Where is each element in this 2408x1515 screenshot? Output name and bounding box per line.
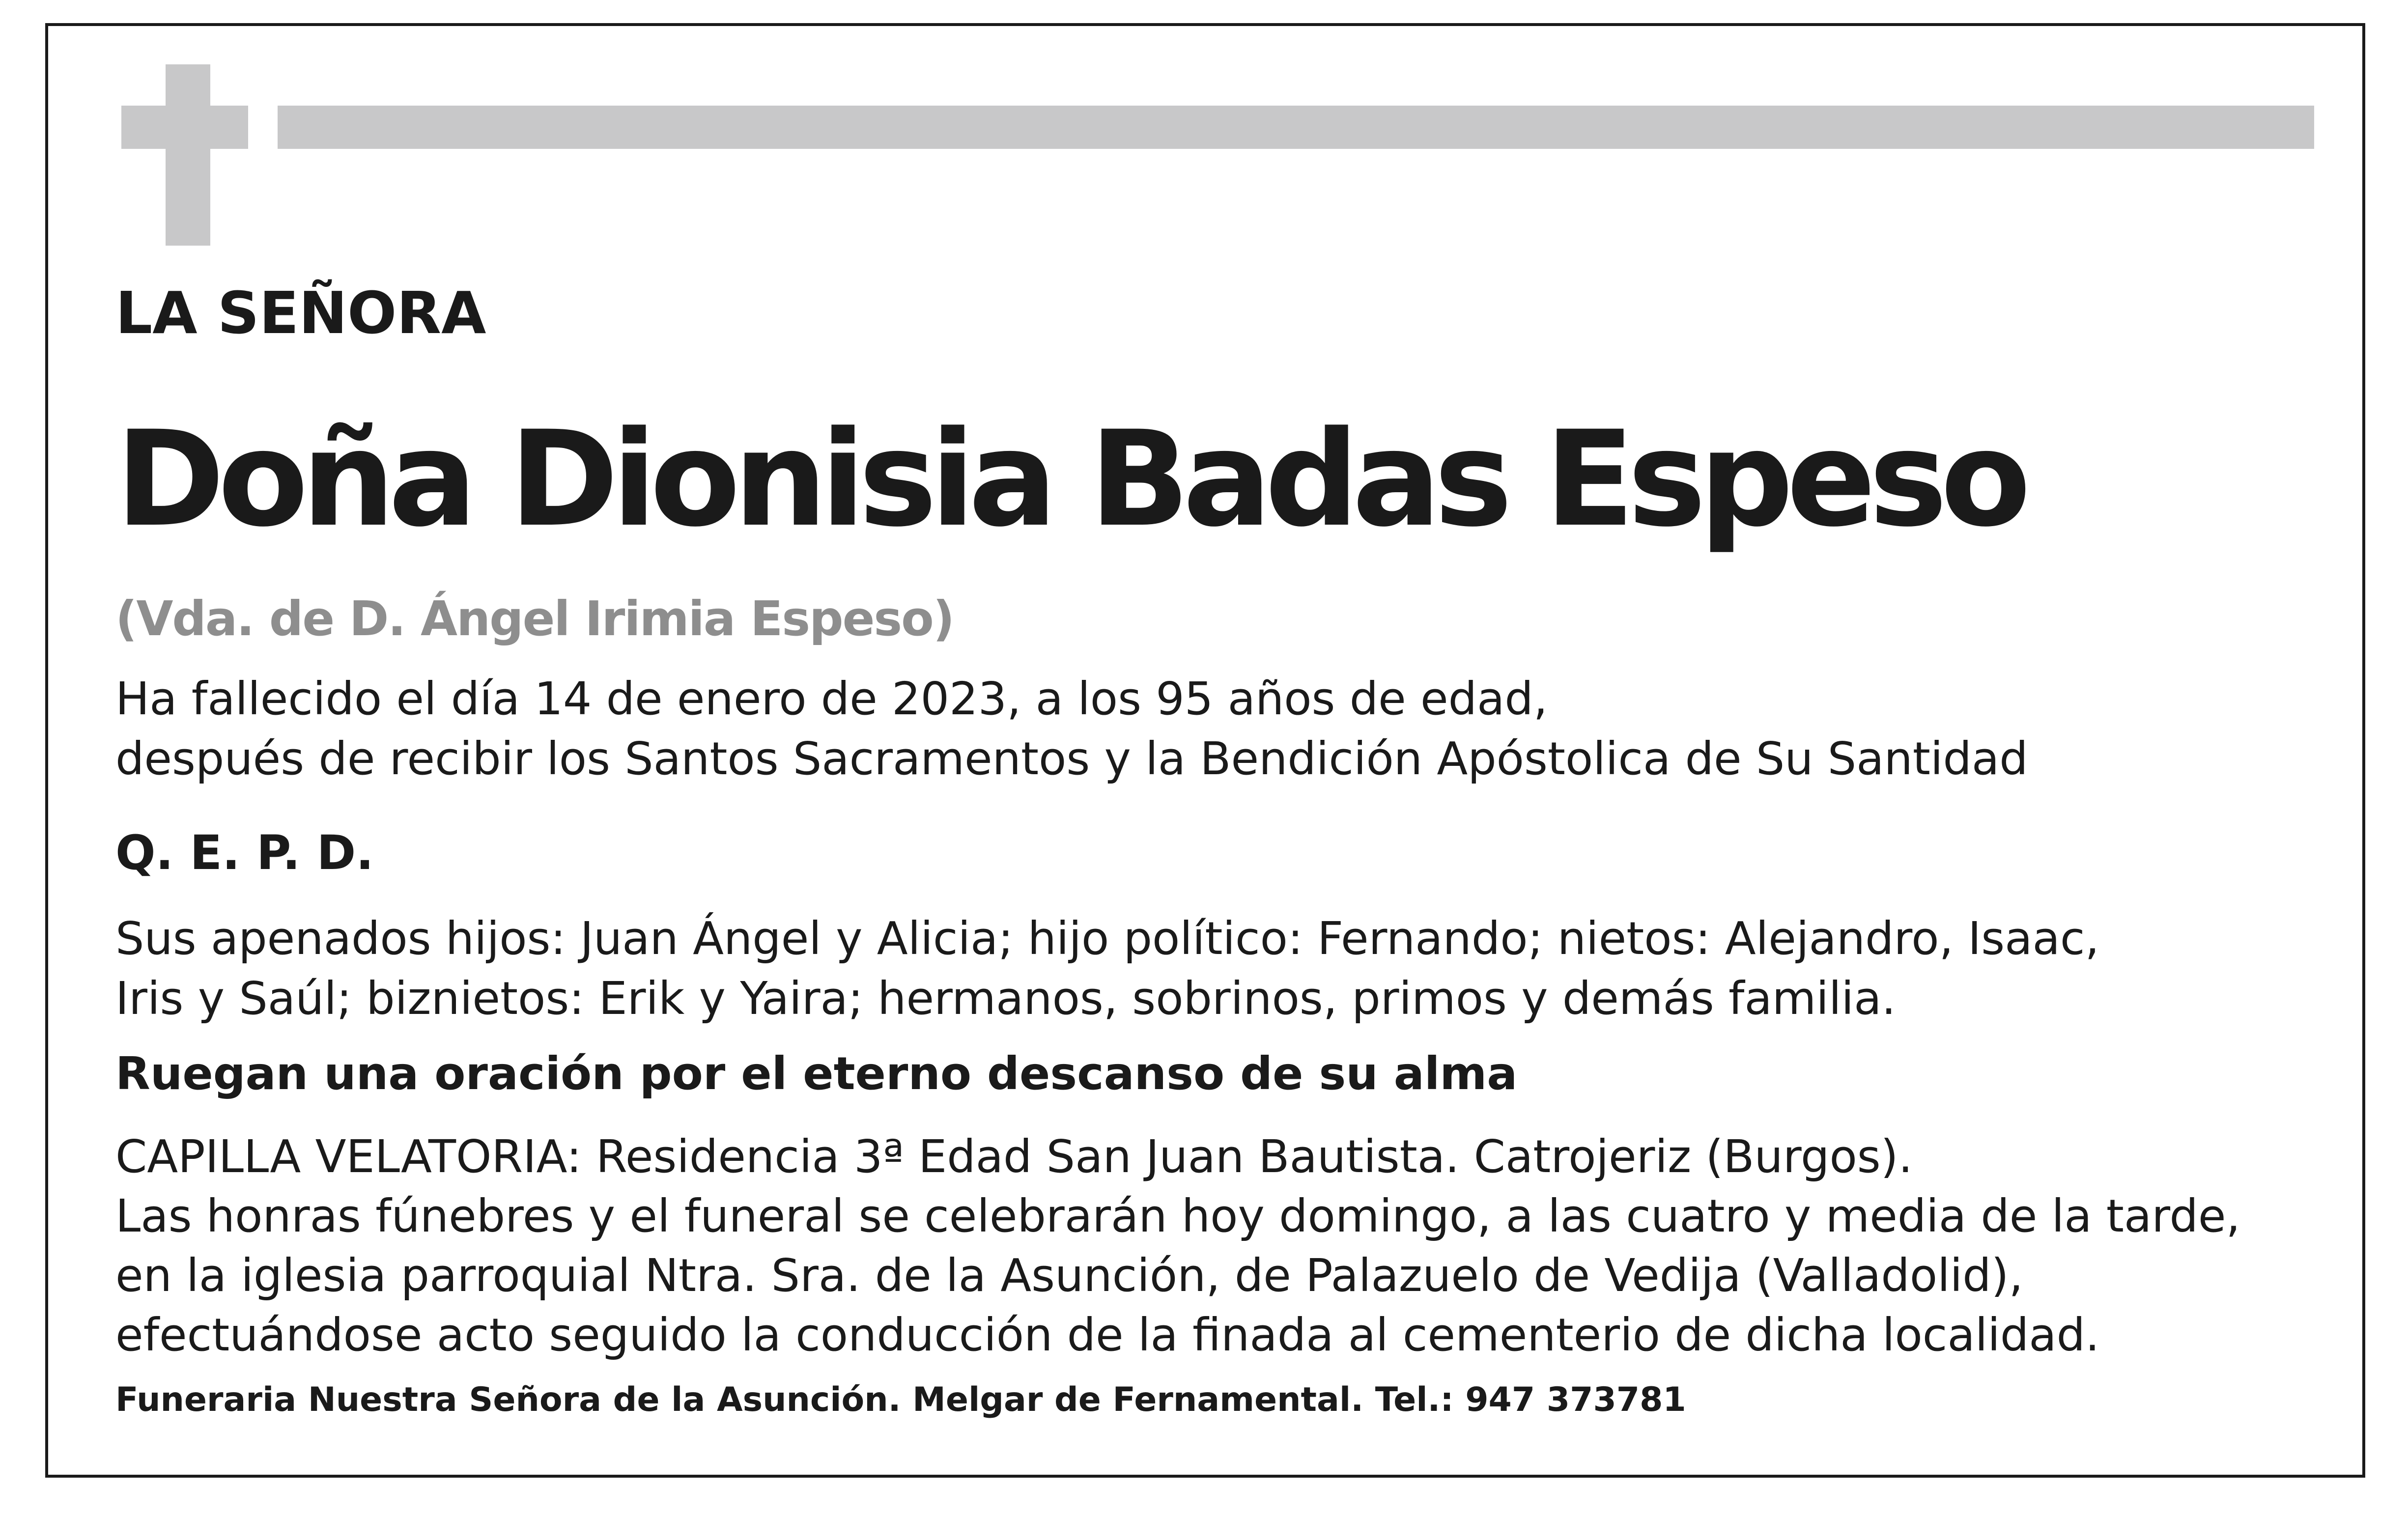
widow-of: (Vda. de D. Ángel Irimia Espeso) (115, 591, 954, 646)
service-line: en la iglesia parroquial Ntra. Sra. de la Asunción, de Palazuelo de Vedija (Valladolid), (115, 1249, 2023, 1302)
death-paragraph (115, 669, 2028, 789)
qepd: Q. E. P. D. (115, 825, 374, 880)
family-paragraph (115, 909, 2099, 1029)
cross-icon-vertical (166, 64, 210, 246)
deceased-name: Doña Dionisia Badas Espeso (115, 403, 2024, 556)
cross-icon-horizontal (121, 106, 248, 149)
service-paragraph (115, 1127, 2240, 1365)
service-line: CAPILLA VELATORIA: Residencia 3ª Edad San Juan Bautista. Catrojeriz (Burgos). (115, 1130, 1913, 1183)
title-small: LA SEÑORA (115, 279, 486, 347)
family-line: Sus apenados hijos: Juan Ángel y Alicia; hijo político: Fernando; nietos: Alejandro, Isaac, (115, 912, 2099, 965)
funeral-home: Funeraria Nuestra Señora de la Asunción. Melgar de Fernamental. Tel.: 947 373781 (115, 1380, 1686, 1419)
service-line: efectuándose acto seguido la conducción de la finada al cementerio de dicha localidad. (115, 1309, 2100, 1361)
death-line: Ha fallecido el día 14 de enero de 2023, a los 95 años de edad, (115, 673, 1548, 725)
header-bar (278, 106, 2314, 149)
service-line: Las honras fúnebres y el funeral se celebrarán hoy domingo, a las cuatro y media de la tarde, (115, 1190, 2240, 1242)
prayer-request: Ruegan una oración por el eterno descanso de su alma (115, 1047, 1518, 1100)
death-line: después de recibir los Santos Sacramentos y la Bendición Apóstolica de Su Santidad (115, 732, 2028, 785)
family-line: Iris y Saúl; biznietos: Erik y Yaira; hermanos, sobrinos, primos y demás familia. (115, 972, 1896, 1025)
